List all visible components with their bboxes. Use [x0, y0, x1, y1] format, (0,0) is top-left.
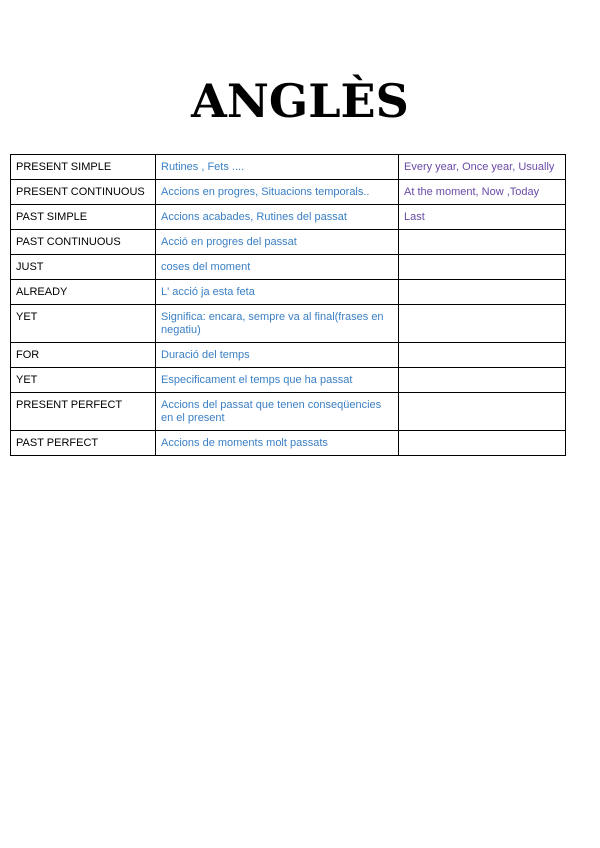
examples-cell — [399, 368, 566, 393]
term-cell: YET — [11, 368, 156, 393]
examples-cell — [399, 343, 566, 368]
examples-cell — [399, 431, 566, 456]
description-cell: coses del moment — [156, 255, 399, 280]
description-cell: Significa: encara, sempre va al final(frases en negatiu) — [156, 305, 399, 343]
term-cell: PRESENT CONTINUOUS — [11, 180, 156, 205]
description-cell: Accions en progres, Situacions temporals.. — [156, 180, 399, 205]
page-title: ANGLÈS — [191, 74, 409, 128]
description-cell: Especificament el temps que ha passat — [156, 368, 399, 393]
table-row — [11, 280, 566, 305]
term-cell: FOR — [11, 343, 156, 368]
grammar-table — [10, 154, 566, 456]
description-cell: L' acció ja esta feta — [156, 280, 399, 305]
description-cell: Acció en progres del passat — [156, 230, 399, 255]
table-row — [11, 431, 566, 456]
table-row — [11, 155, 566, 180]
term-cell: PAST SIMPLE — [11, 205, 156, 230]
table-row — [11, 393, 566, 431]
table-row — [11, 180, 566, 205]
table-row — [11, 305, 566, 343]
description-cell: Accions del passat que tenen conseqüencies en el present — [156, 393, 399, 431]
table-row — [11, 368, 566, 393]
table-row — [11, 255, 566, 280]
examples-cell — [399, 255, 566, 280]
term-cell: PRESENT PERFECT — [11, 393, 156, 431]
table-row — [11, 343, 566, 368]
examples-cell — [399, 393, 566, 431]
examples-cell — [399, 280, 566, 305]
table-row — [11, 205, 566, 230]
description-cell: Duració del temps — [156, 343, 399, 368]
term-cell: JUST — [11, 255, 156, 280]
term-cell: YET — [11, 305, 156, 343]
examples-cell — [399, 305, 566, 343]
term-cell: PAST PERFECT — [11, 431, 156, 456]
term-cell: ALREADY — [11, 280, 156, 305]
term-cell: PAST CONTINUOUS — [11, 230, 156, 255]
description-cell: Accions acabades, Rutines del passat — [156, 205, 399, 230]
examples-cell: At the moment, Now ,Today — [399, 180, 566, 205]
examples-cell: Every year, Once year, Usually — [399, 155, 566, 180]
examples-cell: Last — [399, 205, 566, 230]
term-cell: PRESENT SIMPLE — [11, 155, 156, 180]
table-row — [11, 230, 566, 255]
description-cell: Accions de moments molt passats — [156, 431, 399, 456]
examples-cell — [399, 230, 566, 255]
description-cell: Rutines , Fets .... — [156, 155, 399, 180]
